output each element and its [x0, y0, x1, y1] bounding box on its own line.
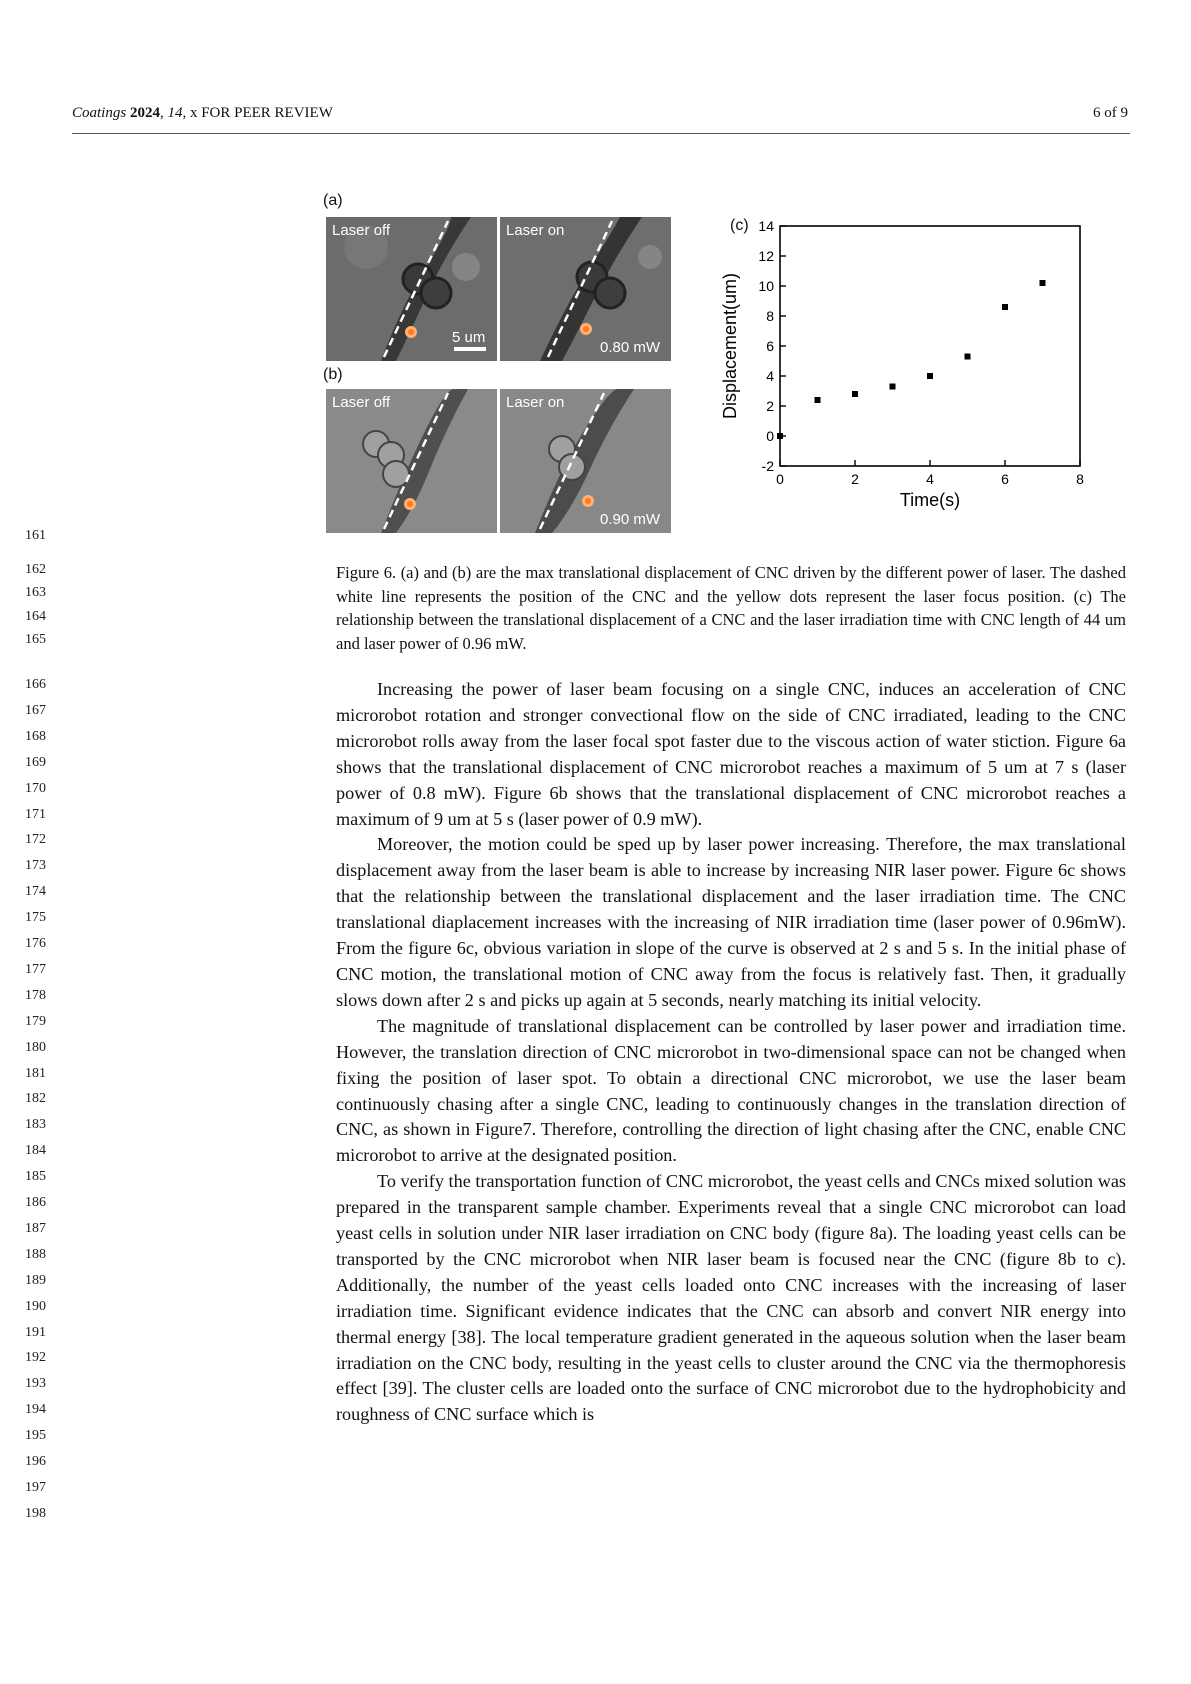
- line-number: 195: [25, 1428, 46, 1444]
- line-number: 163: [25, 585, 46, 600]
- line-number: 184: [25, 1143, 46, 1159]
- line-number: 193: [25, 1376, 46, 1392]
- y-tick-label: 8: [766, 308, 774, 324]
- line-number: 168: [25, 728, 46, 744]
- laser-power-label: 0.90 mW: [600, 511, 661, 528]
- micrograph-b-laser-off: [326, 389, 497, 533]
- line-number: 161: [25, 528, 46, 543]
- y-tick-label: 10: [758, 278, 774, 294]
- line-number: 170: [25, 780, 46, 796]
- paragraph: To verify the transportation function of CNC microrobot, the yeast cells and CNCs mixed solution was prepared in the transparent sample chamber. Experiments reveal that a single CNC microrobot can load yeast cells in solution under NIR laser irradiation on CNC body (figure 8a). The loading yeast cells can be transported by the CNC microrobot when NIR laser beam is focused near the CNC (figure 8b to c). Additionally, the number of the yeast cells loaded onto CNC increases with the increasing of laser irradiation time. Significant evidence indicates that the CNC can absorb and convert NIR energy into thermal energy [38]. The local temperature gradient generated in the aqueous solution when the laser beam irradiation on the CNC body, resulting in the yeast cells to cluster around the CNC via the thermophoresis effect [39]. The cluster cells are loaded onto the surface of CNC microrobot due to the hydrophobicity and roughness of CNC surface which is: [336, 1171, 1126, 1425]
- line-number: 178: [25, 987, 46, 1003]
- data-point: [777, 433, 783, 439]
- scale-bar-label: 5 um: [452, 329, 486, 346]
- body-text: [336, 677, 1126, 1428]
- micrograph-a-laser-off: [326, 217, 497, 361]
- line-number: 185: [25, 1169, 46, 1185]
- laser-power-label: 0.80 mW: [600, 339, 661, 356]
- y-tick-label: 0: [766, 428, 774, 444]
- line-number: 176: [25, 936, 46, 951]
- line-number: 172: [25, 832, 46, 848]
- line-number: 181: [25, 1065, 46, 1081]
- header-journal-info: Coatings 2024, 14, x FOR PEER REVIEW: [72, 105, 333, 121]
- figure-label-b: (b): [323, 366, 343, 383]
- x-axis-label: Time(s): [899, 490, 961, 510]
- line-number: 198: [25, 1505, 46, 1521]
- paragraph: Moreover, the motion could be sped up by laser power increasing. Therefore, the max translational displacement away from the laser beam is able to increase by increasing NIR laser power. Figure 6c shows that the relationship between the translational displacement and the laser irradiation time. The CNC translational diaplacement increases with the increasing of NIR irradiation time (laser power of 0.96mW). From the figure 6c, obvious variation in slope of the curve is observed at 2 s and 5 s. In the initial phase of CNC motion, the translational motion of CNC away from the focus is relatively fast. Then, it gradually slows down after 2 s and picks up again at 5 seconds, nearly matching its initial velocity.: [336, 834, 1126, 1010]
- data-point: [890, 384, 896, 390]
- x-axis: [776, 460, 1084, 487]
- data-point: [965, 354, 971, 360]
- data-points: [777, 280, 1046, 439]
- data-point: [852, 391, 858, 397]
- paragraph: Increasing the power of laser beam focusing on a single CNC, induces an acceleration of CNC microrobot rotation and stronger convectional flow on the side of CNC irradiated, leading to the CNC microrobot rolls away from the laser focal spot faster due to the viscous action of water stiction. Figure 6a shows that the translational displacement of CNC microrobot reaches a maximum of 5 um at 7 s (laser power of 0.8 mW). Figure 6b shows that the translational displacement of CNC microrobot reaches a maximum of 9 um at 5 s (laser power of 0.9 mW).: [336, 679, 1126, 829]
- line-number: 182: [25, 1091, 46, 1107]
- y-axis-label: Displacement(um): [720, 272, 740, 420]
- journal-volume: 14: [167, 105, 183, 121]
- line-number: 175: [25, 910, 46, 926]
- review-status: , x FOR PEER REVIEW: [182, 105, 333, 121]
- line-number: 165: [25, 632, 46, 647]
- data-point: [927, 373, 933, 379]
- data-point: [815, 397, 821, 403]
- data-point: [1002, 304, 1008, 310]
- displacement-time-chart: [718, 212, 1118, 532]
- plot-frame: [780, 226, 1080, 466]
- data-point: [1040, 280, 1046, 286]
- running-header: [72, 103, 1130, 134]
- figure-caption: [336, 561, 1126, 655]
- line-number: 192: [25, 1350, 46, 1366]
- micrograph-b-laser-on: [500, 389, 671, 533]
- line-number: 189: [25, 1272, 46, 1288]
- line-number: 194: [25, 1402, 46, 1418]
- x-tick-label: 0: [776, 471, 784, 487]
- line-number: 179: [25, 1013, 46, 1029]
- y-tick-label: -2: [761, 458, 774, 474]
- line-number: 180: [25, 1039, 46, 1055]
- caption-text: Figure 6. (a) and (b) are the max translational displacement of CNC driven by the different power of laser. The dashed white line represents the position of the CNC and the yellow dots represent the laser focus position. (c) The relationship between the translational displacement of a CNC and the laser irradiation time with CNC length of 44 um and laser power of 0.96 mW.: [336, 563, 1126, 653]
- line-number: 191: [25, 1324, 46, 1340]
- paragraph: The magnitude of translational displacement can be controlled by laser power and irradiation time. However, the translation direction of CNC microrobot in two-dimensional space can not be changed when fixing the position of laser spot. To obtain a directional CNC microrobot, we use the laser beam continuously chasing after a single CNC, leading to continuously changes in the translation direction of CNC, as shown in Figure7. Therefore, controlling the direction of light chasing after the CNC, enable CNC microrobot to arrive at the designated position.: [336, 1015, 1126, 1166]
- x-tick-label: 8: [1076, 471, 1084, 487]
- line-number: 169: [25, 754, 46, 770]
- x-tick-label: 6: [1001, 471, 1009, 487]
- line-number: 190: [25, 1298, 46, 1314]
- line-number: 183: [25, 1117, 46, 1133]
- panel-title: Laser off: [332, 394, 391, 411]
- y-tick-label: 12: [758, 248, 774, 264]
- figure-label-a: (a): [323, 192, 343, 209]
- line-number: 177: [25, 961, 46, 977]
- y-tick-label: 2: [766, 398, 774, 414]
- x-tick-label: 2: [851, 471, 859, 487]
- line-number: 186: [25, 1195, 46, 1210]
- figure-label-c: (c): [730, 217, 749, 234]
- journal-year: 2024: [129, 105, 160, 121]
- y-tick-label: 6: [766, 338, 774, 354]
- line-number: 167: [25, 702, 46, 718]
- panel-title: Laser on: [506, 394, 565, 411]
- line-number: 171: [25, 806, 46, 822]
- micrograph-a-laser-on: [500, 217, 671, 361]
- y-tick-label: 4: [766, 368, 774, 384]
- line-number: 173: [25, 858, 46, 874]
- line-number: 164: [25, 609, 46, 624]
- line-number: 166: [25, 677, 46, 692]
- line-number: 196: [25, 1454, 46, 1469]
- line-number: 174: [25, 884, 46, 900]
- line-number: 188: [25, 1246, 46, 1262]
- line-number: 162: [25, 562, 46, 577]
- y-tick-label: 14: [758, 218, 774, 234]
- line-number: 187: [25, 1220, 46, 1236]
- page-number: 6 of 9: [1093, 105, 1128, 121]
- panel-title: Laser off: [332, 222, 391, 239]
- line-number: 197: [25, 1479, 46, 1495]
- panel-title: Laser on: [506, 222, 565, 239]
- x-tick-label: 4: [926, 471, 934, 487]
- journal-name: Coatings: [72, 105, 127, 121]
